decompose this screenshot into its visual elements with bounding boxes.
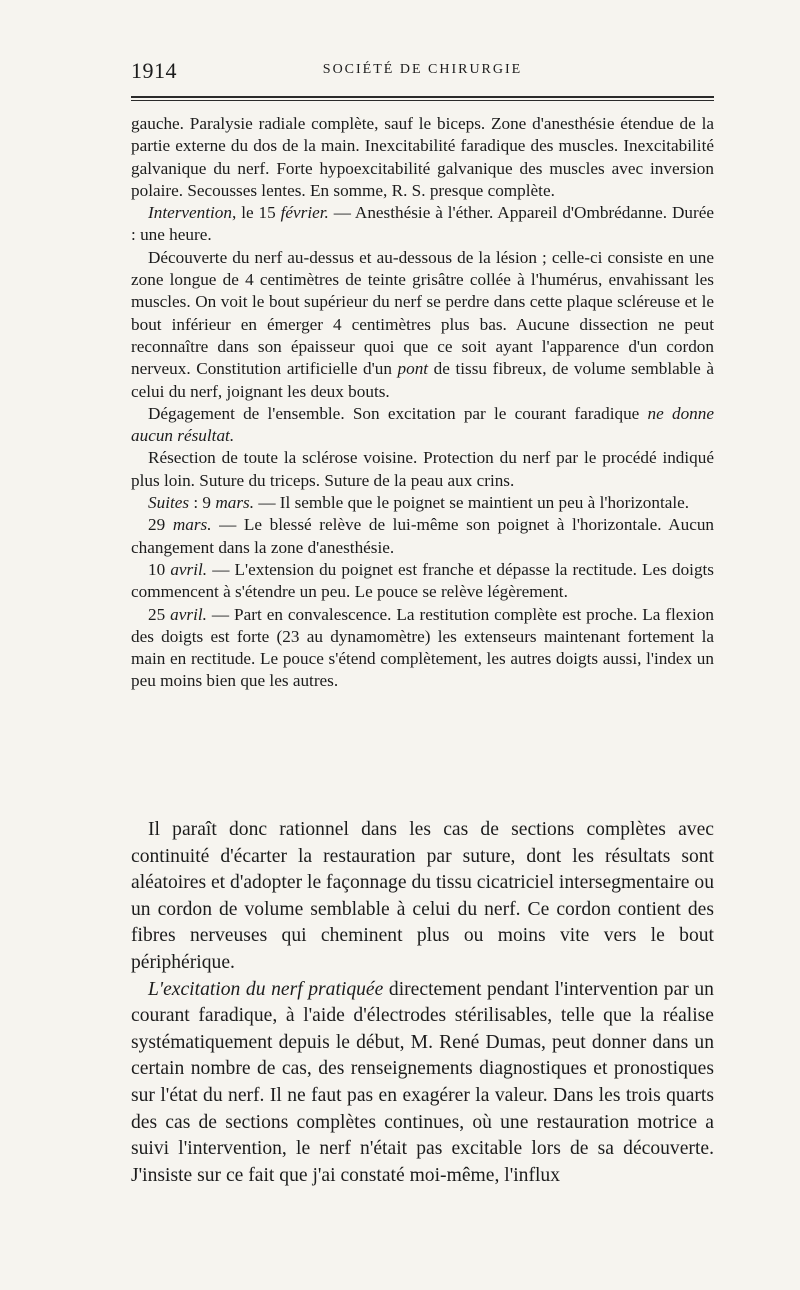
paragraph	[131, 514, 714, 559]
text-run: — Anesthésie à l'éther. Appareil d'Ombrédanne. Durée : une heure.	[131, 203, 714, 245]
text-run: Il paraît donc rationnel dans les cas de sections complètes avec continuité d'écarter la restauration par suture, dont les résultats sont aléatoires et d'adopter le façonnage du tissu cicatriciel intersegmentaire ou un cordon de volume semblable à celui du nerf. Ce cordon contient des fibres nerveuses qui cheminent plus ou moins vite vers le bout périphérique.	[131, 819, 714, 973]
running-head: SOCIÉTÉ DE CHIRURGIE	[322, 62, 523, 77]
paragraph	[131, 817, 714, 977]
italic-text: avril.	[170, 559, 208, 579]
text-run: — Part en convalescence. La restitution complète est proche. La flexion des doigts est forte (23 au dynamomètre) les extenseurs maintenant fortement la main en rectitude. Le pouce s'étend complètement, les autres doigts aussi, l'index un peu moins bien que les autres.	[131, 604, 714, 691]
header-rule	[131, 96, 714, 98]
italic-text: ne donne aucun résultat.	[131, 403, 714, 446]
paragraph	[131, 202, 714, 247]
italic-text: Suites	[148, 493, 190, 513]
italic-text: mars.	[215, 493, 255, 513]
italic-text: avril.	[170, 604, 207, 624]
text-run: — L'extension du poignet est franche et dépasse la rectitude. Les doigts commencent à s'étendre un peu. Le pouce se relève légèrement.	[131, 559, 715, 602]
paragraph	[131, 113, 714, 202]
page-number: 1914	[131, 58, 177, 83]
text-run: gauche. Paralysie radiale complète, sauf le biceps. Zone d'anesthésie étendue de la partie externe du dos de la main. Inexcitabilité faradique des muscles. Inexcitabilité galvanique du nerf. Forte hypoexcitabilité galvanique des muscles avec inversion polaire. Secousses lentes. En somme, R. S. presque complète.	[131, 114, 714, 200]
text-run: : 9	[189, 493, 216, 513]
page-header	[131, 58, 714, 88]
paragraph	[131, 559, 714, 604]
italic-text: Intervention	[148, 203, 232, 223]
text-run: — Il semble que le poignet se maintient un peu à l'horizontale.	[254, 493, 690, 513]
paragraph	[131, 447, 714, 492]
text-run: — Le blessé relève de lui-même son poignet à l'horizontale. Aucun changement dans la zone d'anesthésie.	[131, 515, 715, 557]
italic-text: mars.	[172, 515, 212, 535]
paragraph	[131, 977, 714, 1190]
text-run: 29	[148, 515, 173, 535]
text-run: Découverte du nerf au-dessus et au-dessous de la lésion ; celle-ci consiste en une zone longue de 4 centimètres de teinte grisâtre collée à l'humérus, envahissant les muscles. On voit le bout supérieur du nerf se perdre dans cette plaque scléreuse et le bout inférieur en émerger 4 centimètres plus bas. Aucune dissection ne peut reconnaître dans son épaisseur quoi que ce soit ayant l'apparence d'un cordon nerveux. Constitution artificielle d'un	[131, 247, 714, 379]
paragraph	[131, 403, 714, 448]
italic-text: février.	[280, 203, 329, 223]
paragraph	[131, 247, 714, 403]
paragraph	[131, 604, 714, 693]
text-run: de tissu fibreux, de volume semblable à celui du nerf, joignant les deux bouts.	[131, 359, 714, 401]
main-text	[131, 817, 714, 1189]
paragraph	[131, 492, 714, 514]
text-run: Dégagement de l'ensemble. Son excitation par le courant faradique	[148, 403, 648, 423]
text-run: , le 15	[232, 203, 281, 223]
case-observation	[131, 113, 714, 693]
text-run: 25	[148, 604, 171, 624]
text-run: directement pendant l'intervention par un courant faradique, à l'aide d'électrodes stérilisables, telle que la réalise systématiquement depuis le début, M. René Dumas, peut donner dans un certain nombre de cas, des renseignements diagnostiques et pronostiques sur l'état du nerf. Il ne faut pas en exagérer la valeur. Dans les trois quarts des cas de sections complètes continues, où une restauration motrice a suivi l'intervention, le nerf n'était pas excitable lors de sa découverte. J'insiste sur ce fait que j'ai constaté moi-même, l'influx	[131, 978, 714, 1186]
text-run: 10	[148, 559, 171, 579]
italic-text: L'excitation du nerf pratiquée	[148, 978, 384, 1000]
italic-text: pont	[397, 359, 429, 379]
header-rule-thin	[131, 100, 714, 101]
text-run: Résection de toute la sclérose voisine. Protection du nerf par le procédé indiqué plus loin. Suture du triceps. Suture de la peau aux crins.	[131, 448, 714, 490]
